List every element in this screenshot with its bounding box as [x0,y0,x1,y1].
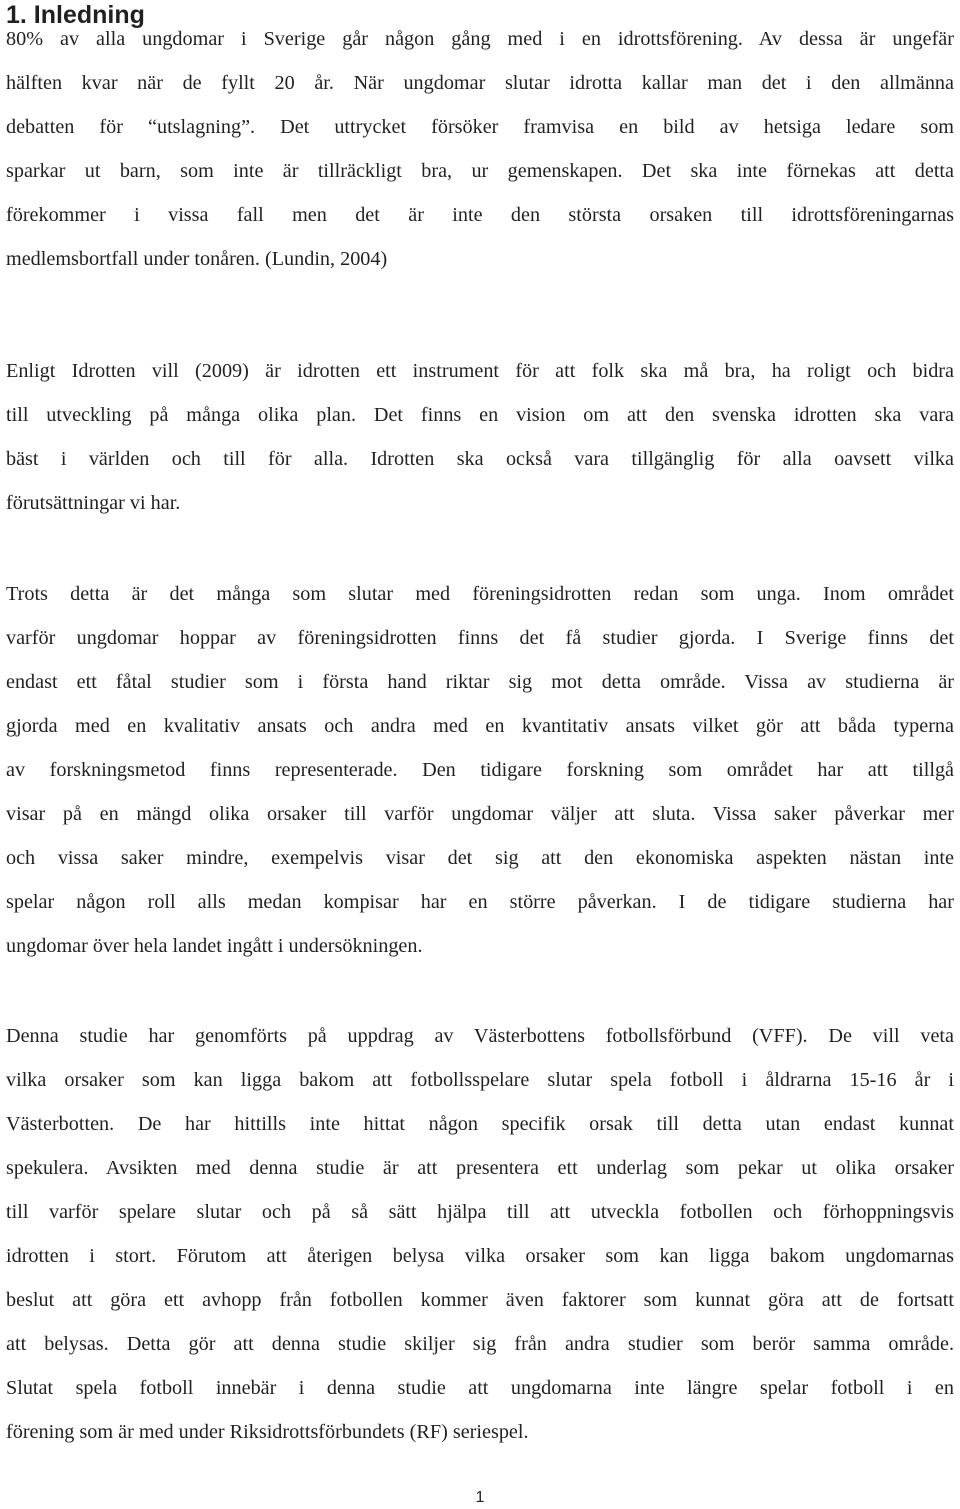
paragraph-1 [6,17,954,281]
paragraph-line: beslut att göra ett avhopp från fotbollen kommer även faktorer som kunnat göra att de fortsatt [6,1289,954,1311]
paragraph-3 [6,572,954,968]
paragraph-line: av forskningsmetod finns representerade. Den tidigare forskning som området har att tillgå [6,759,954,781]
paragraph-line: förutsättningar vi har. [6,492,181,514]
paragraph-4 [6,1014,954,1454]
paragraph-line: Enligt Idrotten vill (2009) är idrotten ett instrument för att folk ska må bra, ha roligt och bidra [6,360,954,382]
paragraph-line: endast ett fåtal studier som i första hand riktar sig mot detta område. Vissa av studierna är [6,671,954,693]
paragraph-line: vilka orsaker som kan ligga bakom att fotbollsspelare slutar spela fotboll i åldrarna 15-16 år i [6,1069,954,1091]
paragraph-2 [6,349,954,525]
paragraph-line: Trots detta är det många som slutar med föreningsidrotten redan som unga. Inom området [6,583,954,605]
paragraph-line: ungdomar över hela landet ingått i undersökningen. [6,935,423,957]
paragraph-line: hälften kvar när de fyllt 20 år. När ungdomar slutar idrotta kallar man det i den allmänna [6,72,954,94]
section-heading: 1. Inledning [6,1,145,29]
page-number: 1 [475,1489,485,1506]
paragraph-line: förekommer i vissa fall men det är inte den största orsaken till idrottsföreningarnas [6,204,954,226]
paragraph-line: Slutat spela fotboll innebär i denna studie att ungdomarna inte längre spelar fotboll i en [6,1377,954,1399]
paragraph-line: till utveckling på många olika plan. Det finns en vision om att den svenska idrotten ska vara [6,404,954,426]
paragraph-line: till varför spelare slutar och på så sätt hjälpa till att utveckla fotbollen och förhoppningsvis [6,1201,954,1223]
paragraph-line: bäst i världen och till för alla. Idrotten ska också vara tillgänglig för alla oavsett vilka [6,448,954,470]
paragraph-line: och vissa saker mindre, exempelvis visar det sig att den ekonomiska aspekten nästan inte [6,847,954,869]
paragraph-line: gjorda med en kvalitativ ansats och andra med en kvantitativ ansats vilket gör att båda typerna [6,715,954,737]
paragraph-line: att belysas. Detta gör att denna studie skiljer sig från andra studier som berör samma område. [6,1333,954,1355]
paragraph-line: Västerbotten. De har hittills inte hittat någon specifik orsak till detta utan endast kunnat [6,1113,954,1135]
paragraph-line: debatten för “utslagning”. Det uttrycket försöker framvisa en bild av hetsiga ledare som [6,116,954,138]
paragraph-line: medlemsbortfall under tonåren. (Lundin, 2004) [6,248,388,270]
paragraph-line: visar på en mängd olika orsaker till varför ungdomar väljer att sluta. Vissa saker påverkar mer [6,803,954,825]
paragraph-line: Denna studie har genomförts på uppdrag av Västerbottens fotbollsförbund (VFF). De vill veta [6,1025,954,1047]
paragraph-line: förening som är med under Riksidrottsförbundets (RF) seriespel. [6,1421,529,1443]
paragraph-line: idrotten i stort. Förutom att återigen belysa vilka orsaker som kan ligga bakom ungdomarnas [6,1245,954,1267]
paragraph-line: spekulera. Avsikten med denna studie är att presentera ett underlag som pekar ut olika orsaker [6,1157,954,1179]
document-page [6,0,954,1443]
paragraph-line: 80% av alla ungdomar i Sverige går någon gång med i en idrottsförening. Av dessa är ungefär [6,28,954,50]
paragraph-line: varför ungdomar hoppar av föreningsidrotten finns det få studier gjorda. I Sverige finns det [6,627,954,649]
paragraph-line: spelar någon roll alls medan kompisar har en större påverkan. I de tidigare studierna har [6,891,954,913]
paragraph-line: sparkar ut barn, som inte är tillräckligt bra, ur gemenskapen. Det ska inte förnekas att detta [6,160,954,182]
